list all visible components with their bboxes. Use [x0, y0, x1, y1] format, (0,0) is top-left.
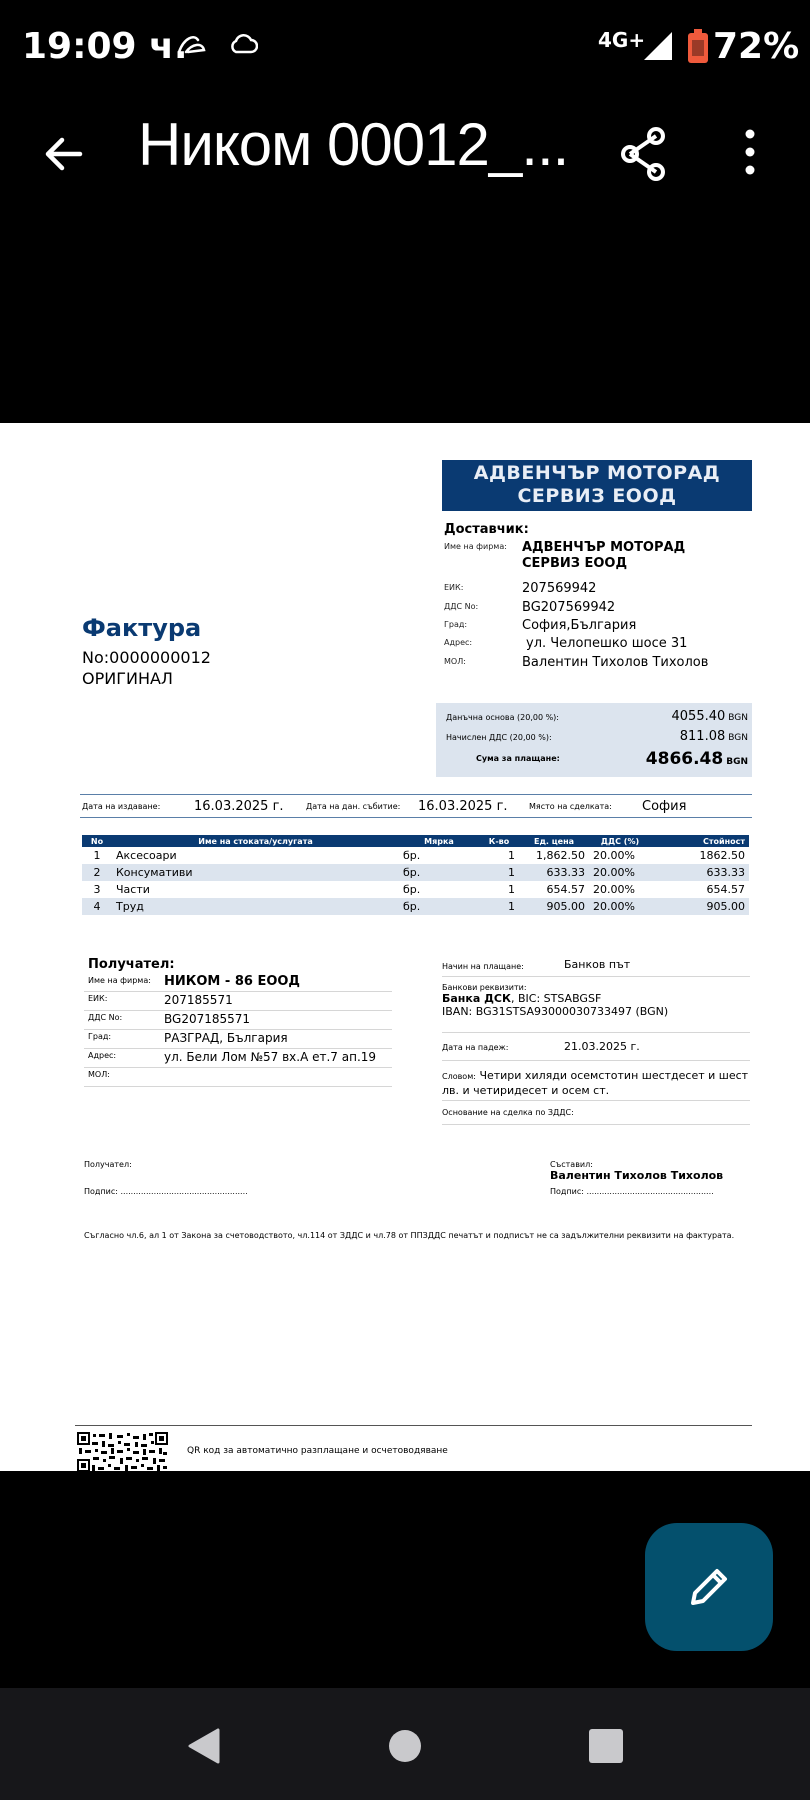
recipient-city-label: Град:	[88, 1032, 112, 1041]
divider	[75, 1425, 752, 1426]
bank-iban: IBAN: BG31STSA93000030733497 (BGN)	[442, 1005, 669, 1018]
row-total: 1862.50	[699, 849, 745, 862]
table-row	[82, 881, 749, 898]
supplier-header: Доставчик:	[444, 522, 529, 537]
payment-method-label: Начин на плащане:	[442, 962, 524, 971]
row-unit: бр.	[399, 864, 479, 881]
row-no: 2	[82, 864, 112, 881]
recipient-city: РАЗГРАД, България	[164, 1031, 288, 1045]
supplier-mol: Валентин Тихолов Тихолов	[522, 655, 709, 670]
recipient-company: НИКОМ - 86 ЕООД	[164, 974, 300, 989]
payment-method: Банков път	[564, 958, 631, 971]
invoice-number: No:0000000012	[82, 648, 211, 667]
row-qty: 1	[508, 849, 515, 862]
row-unit: бр.	[399, 898, 479, 915]
amount-due-label: Сума за плащане:	[476, 754, 560, 763]
row-price: 633.33	[519, 864, 589, 881]
vat-amount-value: 811.08	[679, 729, 726, 744]
row-unit: бр.	[403, 883, 421, 896]
recipient-address: ул. Бели Лом №57 вх.А ет.7 ап.19	[164, 1050, 377, 1064]
edit-button[interactable]	[645, 1523, 773, 1651]
totals-box	[436, 703, 752, 777]
items-table	[82, 835, 749, 915]
due-date: 21.03.2025 г.	[564, 1040, 640, 1053]
recipient-company-label: Име на фирма:	[88, 976, 151, 985]
qr-code-icon	[77, 1432, 168, 1471]
row-vat: 20.00%	[593, 849, 635, 862]
col-no: No	[82, 835, 112, 847]
status-bar	[0, 0, 810, 96]
row-qty: 1	[479, 898, 519, 915]
col-vat: ДДС (%)	[589, 835, 651, 847]
amount-due-value: 4866.48	[645, 749, 724, 769]
row-name: Труд	[112, 898, 399, 915]
row-unit: бр.	[403, 849, 421, 862]
row-total: 633.33	[651, 864, 749, 881]
supplier-banner	[442, 460, 752, 511]
nav-back-icon[interactable]	[184, 1726, 224, 1766]
supplier-company-line1: АДВЕНЧЪР МОТОРАД	[522, 540, 686, 555]
vat-amount-label: Начислен ДДС (20,00 %):	[446, 733, 552, 742]
nav-recents-icon[interactable]	[586, 1726, 626, 1766]
vat-basis-label: Основание на сделка по ЗДДС:	[442, 1108, 574, 1117]
row-qty: 1	[479, 864, 519, 881]
issue-date-label: Дата на издаване:	[82, 802, 161, 811]
recipient-mol-label: МОЛ:	[88, 1070, 110, 1079]
supplier-company-label: Име на фирма:	[444, 542, 507, 551]
recipient-vat: BG207185571	[164, 1012, 251, 1026]
status-time: 19:09 ч.	[22, 26, 188, 67]
supplier-mol-label: МОЛ:	[444, 657, 466, 666]
row-price: 1,862.50	[536, 849, 585, 862]
supplier-eik: 207569942	[522, 581, 597, 596]
table-row	[82, 898, 749, 915]
items-header-row	[82, 835, 749, 847]
share-icon[interactable]	[618, 126, 668, 182]
pencil-icon	[685, 1563, 733, 1611]
banner-line-2: СЕРВИЗ ЕООД	[517, 485, 677, 507]
in-words-label: Словом:	[442, 1072, 476, 1081]
supplier-vat: BG207569942	[522, 600, 616, 615]
due-date-label: Дата на падеж:	[442, 1043, 509, 1052]
row-name: Аксесоари	[116, 849, 177, 862]
invoice-title: Фактура	[82, 614, 202, 642]
author-signature-line: Подпис: ..................................................	[550, 1187, 714, 1196]
amount-in-words: Четири хиляди осемстотин шестдесет и шест лв. и четиридесет и осем ст.	[442, 1069, 749, 1097]
recipient-header: Получател:	[88, 957, 175, 972]
bank-name: Банка ДСК	[442, 992, 511, 1005]
recipient-signature-line: Подпис: ..................................................	[84, 1187, 248, 1196]
recipient-eik: 207185571	[164, 993, 233, 1007]
qr-label: QR код за автоматично разплащане и осчетоводяване	[187, 1446, 448, 1456]
supplier-address: ул. Челопешко шосе 31	[526, 636, 688, 651]
invoice-copy-type: ОРИГИНАЛ	[82, 669, 173, 688]
bank-details-label: Банкови реквизити:	[442, 983, 527, 992]
table-row	[82, 864, 749, 881]
recipient-address-label: Адрес:	[88, 1051, 117, 1060]
col-unit-price: Ед. цена	[519, 835, 589, 847]
bank-bic: , BIC: STSABGSF	[511, 992, 602, 1005]
col-total: Стойност	[651, 835, 749, 847]
supplier-company-line2: СЕРВИЗ ЕООД	[522, 556, 628, 571]
invoice-page[interactable]	[0, 423, 810, 1471]
supplier-vat-label: ДДС No:	[444, 602, 479, 611]
dates-row	[80, 794, 752, 818]
nav-home-icon[interactable]	[385, 1726, 425, 1766]
row-no: 1	[93, 849, 101, 862]
row-total: 654.57	[706, 883, 745, 896]
supplier-eik-label: ЕИК:	[444, 583, 464, 592]
tax-base-value: 4055.40	[671, 709, 726, 724]
row-qty: 1	[508, 883, 515, 896]
row-vat: 20.00%	[589, 864, 651, 881]
tax-event-date-label: Дата на дан. събитие:	[306, 802, 401, 811]
signal-icon	[642, 30, 674, 62]
recipient-sign-label: Получател:	[84, 1160, 132, 1169]
author-label: Съставил:	[550, 1160, 593, 1169]
table-row	[82, 847, 749, 864]
row-no: 3	[93, 883, 101, 896]
recipient-vat-label: ДДС No:	[88, 1013, 123, 1022]
place-label: Място на сделката:	[529, 802, 612, 811]
row-no: 4	[82, 898, 112, 915]
cloud-icon	[228, 32, 258, 56]
row-name: Части	[116, 883, 150, 896]
row-vat: 20.00%	[593, 883, 635, 896]
battery-icon	[686, 28, 710, 64]
col-qty: К-во	[479, 835, 519, 847]
system-nav-bar	[0, 1688, 810, 1800]
row-price: 654.57	[546, 883, 585, 896]
issue-date: 16.03.2025 г.	[194, 799, 284, 814]
col-unit: Мярка	[399, 835, 479, 847]
supplier-address-label: Адрес:	[444, 638, 473, 647]
tax-base-label: Данъчна основа (20,00 %):	[446, 713, 559, 722]
row-price: 905.00	[519, 898, 589, 915]
banner-line-1: АДВЕНЧЪР МОТОРАД	[473, 462, 721, 484]
battery-percent: 72%	[713, 26, 800, 67]
cloud-sync-icon	[176, 32, 208, 58]
col-name: Име на стоката/услугата	[112, 835, 399, 847]
app-bar	[0, 96, 810, 206]
recipient-eik-label: ЕИК:	[88, 994, 108, 1003]
back-arrow-icon[interactable]	[40, 130, 88, 178]
invoice-heading	[82, 614, 211, 688]
tax-event-date: 16.03.2025 г.	[418, 799, 508, 814]
row-total: 905.00	[651, 898, 749, 915]
row-vat: 20.00%	[589, 898, 651, 915]
place-value: София	[642, 799, 687, 814]
vat-amount-currency: BGN	[728, 733, 748, 743]
row-name: Консумативи	[112, 864, 399, 881]
tax-base-currency: BGN	[728, 713, 748, 723]
more-options-icon[interactable]	[738, 128, 762, 176]
amount-due-currency: BGN	[726, 757, 748, 767]
supplier-city: София,България	[522, 618, 637, 633]
legal-note: Съгласно чл.6, ал 1 от Закона за счетоводството, чл.114 от ЗДДС и чл.78 от ППЗДДС печатът и подписът не са задължителни реквизити на фактурата.	[84, 1231, 735, 1240]
document-title: Ником 00012_...	[138, 111, 569, 178]
network-type: 4G+	[598, 28, 646, 52]
author-name: Валентин Тихолов Тихолов	[550, 1169, 724, 1182]
supplier-city-label: Град:	[444, 620, 468, 629]
